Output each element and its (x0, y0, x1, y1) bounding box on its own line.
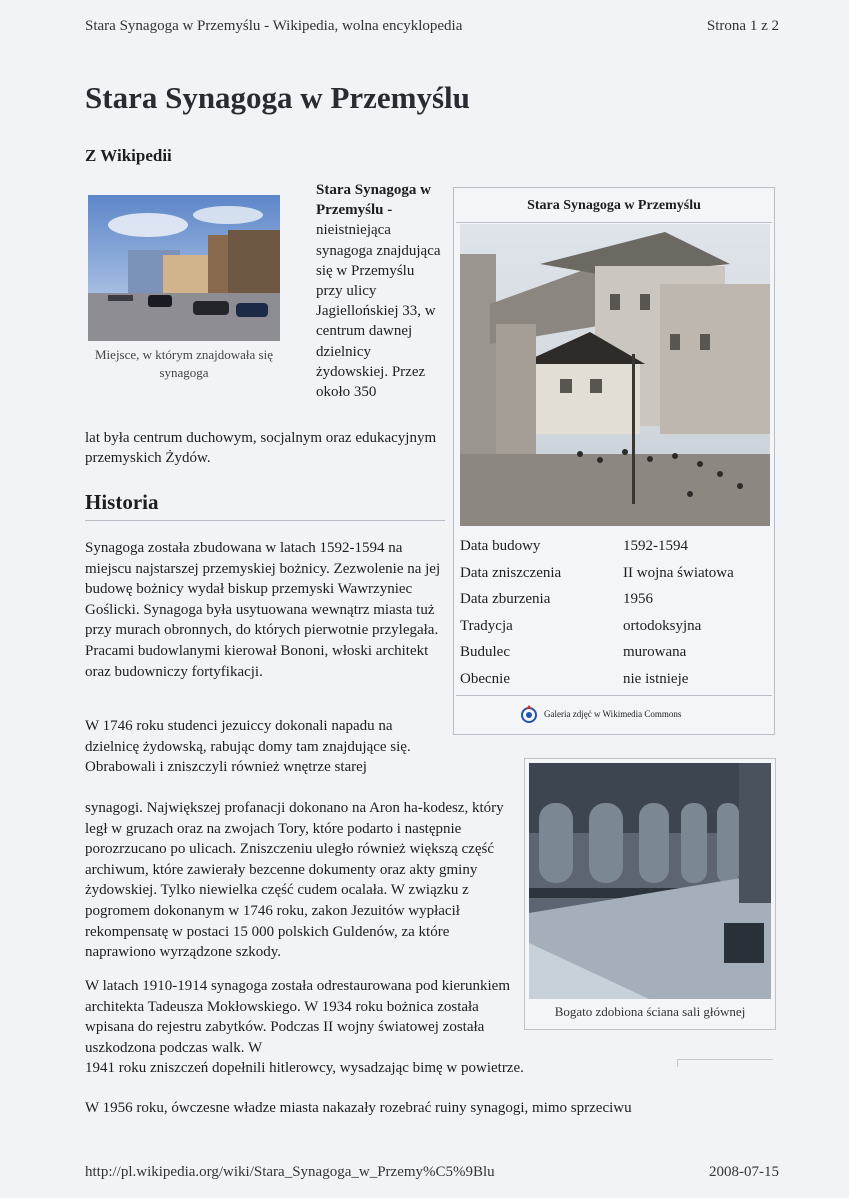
infobox-divider (456, 222, 772, 223)
commons-gallery-link[interactable] (519, 704, 681, 724)
infobox-row (460, 640, 770, 667)
location-photo[interactable] (88, 195, 280, 341)
section-divider (85, 520, 445, 521)
infobox-value: 1592-1594 (623, 538, 688, 554)
infobox-value: ortodoksyjna (623, 617, 702, 634)
infobox-label: Data budowy (460, 538, 541, 554)
print-footer-url: http://pl.wikipedia.org/wiki/Stara_Synagoga_w_Przemy%C5%9Blu (85, 1164, 495, 1180)
infobox-table (460, 534, 770, 693)
infobox-divider (456, 695, 772, 696)
history-paragraph-2: W 1746 roku studenci jezuiccy dokonali napadu na dzielnicę żydowską, rabując domy tam znajdujące się. Obrabowali i zniszczyli również wnętrze starej (85, 718, 411, 776)
lead-paragraph-continued: lat była centrum duchowym, socjalnym oraz edukacyjnym przemyskich Żydów. (85, 430, 437, 467)
infobox-label: Tradycja (460, 617, 513, 634)
infobox-value: II wojna światowa (623, 564, 734, 581)
lead-paragraph (316, 180, 441, 402)
section-heading-history: Historia (85, 490, 159, 514)
infobox-row (460, 614, 770, 641)
infobox-row (460, 587, 770, 614)
infobox-photo[interactable] (460, 224, 770, 526)
wikimedia-commons-icon (519, 704, 539, 724)
box-edge-fragment (677, 1059, 678, 1067)
lead-bold-title: Stara Synagoga w Przemyślu - (316, 182, 432, 219)
location-photo-caption: Miejsce, w którym znajdowała się synagoga (95, 347, 273, 380)
history-paragraph-3: W latach 1910-1914 synagoga została odrestaurowana pod kierunkiem architekta Tadeusza Mokłowskiego. W 1934 roku bożnica została wpisana do rejestru zabytków. Podczas II wojny światowej została uszkodzona podczas walk. W (85, 978, 511, 1056)
history-paragraph-2-continued: synagogi. Największej profanacji dokonano na Aron ha-kodesz, który legł w gruzach oraz na zwojach Tory, które podarto i następnie porozrzucano po ulicach. Zniszczeniu uległo również większą część archiwum, które zawierały bezcenne dokumenty oraz akty gminy żydowskiej. Tylko niewielka część cudem ocalała. W związku z pogromem dokonanym w 1746 roku, zakon Jezuitów wypłacił rekompensatę w postaci 15 000 polskich Guldenów, za które naprawiono wyrządzone szkody. (85, 800, 504, 961)
infobox (453, 187, 775, 735)
infobox-label: Obecnie (460, 670, 510, 687)
box-edge-fragment (677, 1059, 773, 1060)
infobox-label: Data zniszczenia (460, 564, 562, 581)
infobox-value: nie istnieje (623, 670, 689, 687)
infobox-value: murowana (623, 644, 687, 660)
history-paragraph-4: W 1956 roku, ówczesne władze miasta nakazały rozebrać ruiny synagogi, mimo sprzeciwu (85, 1100, 632, 1116)
infobox-label: Data zburzenia (460, 591, 551, 607)
infobox-title: Stara Synagoga w Przemyślu (527, 198, 701, 213)
infobox-label: Budulec (460, 644, 510, 660)
interior-photo[interactable] (529, 763, 771, 999)
lead-text: nieistniejąca synagoga znajdująca się w Przemyślu przy ulicy Jagiellońskiej 33, w centrum dawnej dzielnicy żydowskiej. Przez około 350 (316, 222, 441, 401)
article-subtitle: Z Wikipedii (85, 146, 172, 165)
infobox-row (460, 667, 770, 694)
location-thumbnail[interactable] (85, 192, 283, 402)
infobox-value: 1956 (623, 591, 653, 607)
print-footer-date: 2008-07-15 (709, 1164, 779, 1180)
print-header-page-number: Strona 1 z 2 (706, 18, 779, 34)
history-paragraph-3-continued: 1941 roku zniszczeń dopełnili hitlerowcy, wysadzając bimę w powietrze. (85, 1060, 524, 1076)
history-paragraph-1: Synagoga została zbudowana w latach 1592-1594 na miejscu najstarszej przemyskiej bożnicy. Zezwolenie na jej budowę bożnicy wydał biskup przemyski Wawrzyniec Goślicki. Synagoga była usytuowana wewnątrz miasta tuż przy murach obronnych, do których pierwotnie przylegała. Pracami budowlanymi kierował Bononi, włoski architekt oraz budowniczy fortyfikacji. (85, 540, 441, 680)
interior-thumbnail[interactable] (524, 758, 776, 1030)
commons-gallery-link-text[interactable]: Galeria zdjęć w Wikimedia Commons (544, 709, 682, 719)
print-header-title: Stara Synagoga w Przemyślu - Wikipedia, wolna encyklopedia (85, 18, 463, 34)
article-title: Stara Synagoga w Przemyślu (85, 80, 470, 115)
infobox-row (460, 561, 770, 588)
infobox-row (460, 534, 770, 561)
interior-photo-caption: Bogato zdobiona ściana sali głównej (554, 1004, 746, 1019)
